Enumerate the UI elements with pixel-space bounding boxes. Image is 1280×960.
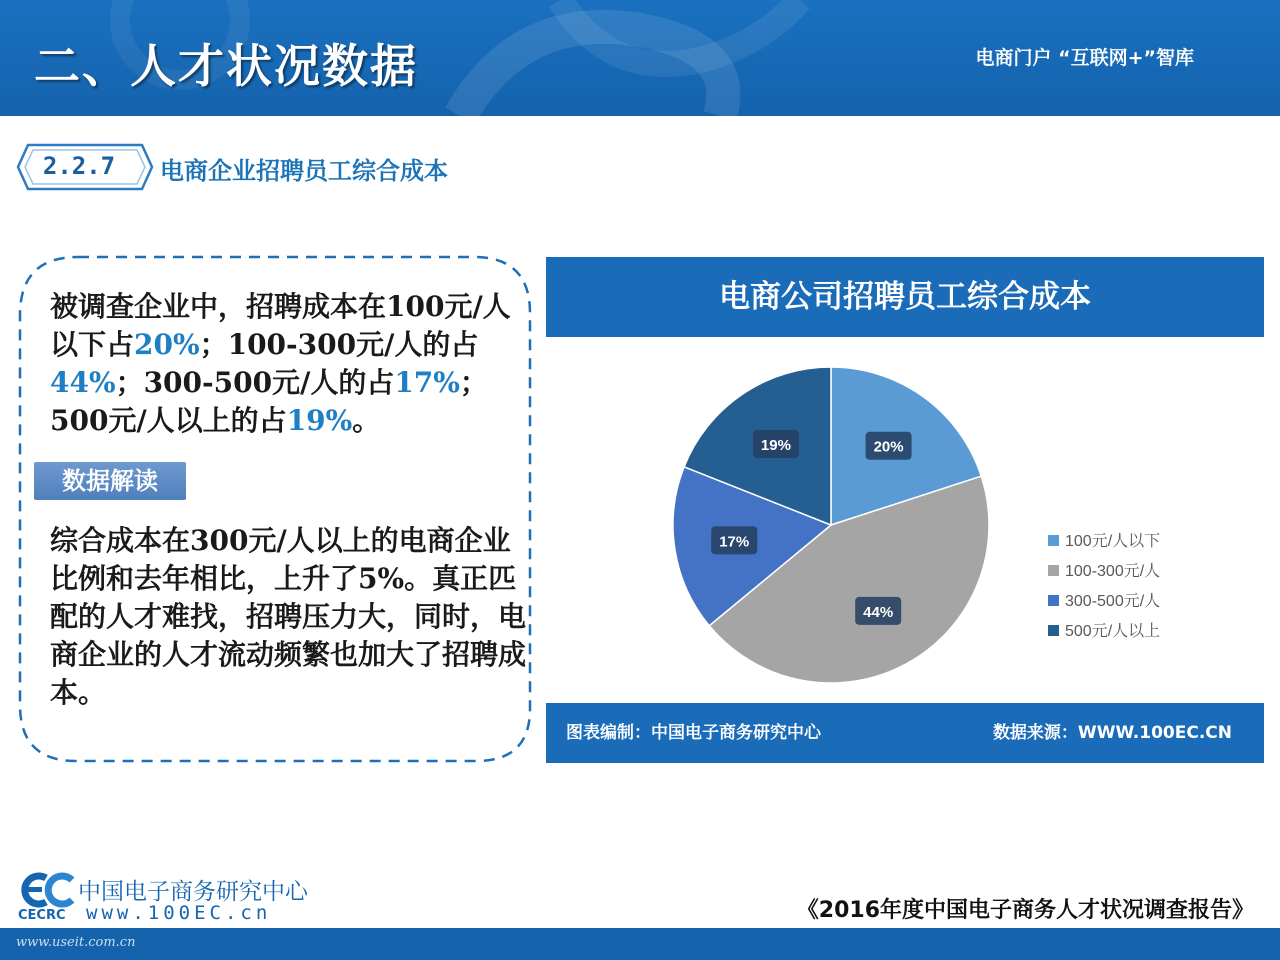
report-title: 《2016年度中国电子商务人才状况调查报告》: [796, 898, 1254, 923]
section-title: 电商企业招聘员工综合成本: [160, 157, 448, 185]
logo-org-name: 中国电子商务研究中心: [78, 879, 308, 905]
svg-text:44%: 44%: [863, 603, 894, 621]
legend-label: 100元/人以下: [1065, 533, 1161, 550]
analysis-label: 数据解读: [34, 462, 186, 500]
logo-abbreviation: CECRC: [18, 908, 66, 923]
chart-title: 电商公司招聘员工综合成本: [719, 279, 1091, 315]
summary-text: [50, 288, 530, 440]
legend-swatch: [1048, 595, 1059, 606]
chart-credit: 图表编制：中国电子商务研究中心: [566, 723, 821, 743]
share-under-100: 20%: [134, 328, 200, 361]
pie-data-label-3: [711, 526, 757, 554]
legend-label: 500元/人以上: [1065, 623, 1161, 640]
pie-chart: [546, 337, 1264, 703]
legend-item-2: [1048, 562, 1160, 580]
legend-label: 100-300元/人: [1065, 563, 1161, 580]
summary-text-2: ；100-300元/人的占: [199, 328, 479, 361]
chart-source: 数据来源：WWW.100EC.CN: [992, 723, 1232, 743]
legend-swatch: [1048, 535, 1059, 546]
legend-label: 300-500元/人: [1065, 593, 1161, 610]
chart-footer-bar: [546, 703, 1264, 763]
summary-text-5: 。: [352, 404, 381, 437]
chart-panel: [546, 257, 1264, 763]
pie-data-label-4: [753, 430, 799, 458]
watermark: www.useit.com.cn: [16, 935, 136, 950]
pie-data-label-2: [855, 597, 901, 625]
page-title: 二、人才状况数据: [34, 39, 418, 93]
logo-url: www.100EC.cn: [86, 902, 272, 924]
legend-swatch: [1048, 625, 1059, 636]
summary-text-3: ；300-500元/人的占: [115, 366, 395, 399]
header-banner: [0, 0, 1280, 116]
legend-item-1: [1048, 532, 1160, 550]
analysis-text: 综合成本在300元/人以上的电商企业比例和去年相比，上升了5%。真正匹配的人才难找，招聘压力大，同时，电商企业的人才流动频繁也加大了招聘成本。: [50, 524, 527, 709]
pie-data-label-1: [866, 432, 912, 460]
bottom-bar: [0, 928, 1280, 960]
legend-item-3: [1048, 592, 1160, 610]
legend-item-4: [1048, 622, 1160, 640]
svg-text:20%: 20%: [873, 438, 904, 456]
svg-text:17%: 17%: [719, 533, 750, 551]
section-number: 2.2.7: [42, 152, 116, 180]
share-300-500: 17%: [394, 366, 460, 399]
share-over-500: 19%: [286, 404, 353, 437]
summary-text-4: ；500元/人以上的占: [50, 366, 488, 437]
svg-text:19%: 19%: [760, 436, 791, 454]
legend-swatch: [1048, 565, 1059, 576]
summary-text-1: 被调查企业中，招聘成本在100元/人以下占: [50, 290, 511, 361]
cecrc-logo-icon: [16, 872, 76, 908]
share-100-300: 44%: [50, 366, 116, 399]
header-tagline: 电商门户 “互联网+”智库: [975, 47, 1194, 69]
